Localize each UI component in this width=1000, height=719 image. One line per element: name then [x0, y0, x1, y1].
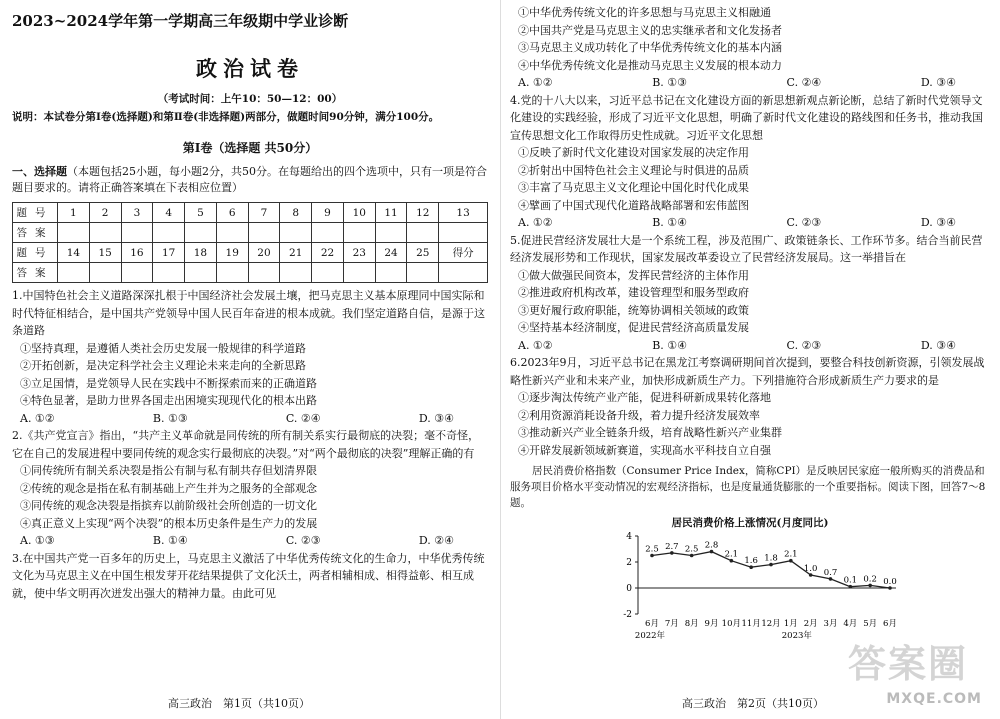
- question-3-continued: [510, 4, 990, 92]
- page-gutter: [500, 0, 501, 719]
- question-number-cell: 16: [121, 243, 153, 263]
- choice-a: A. ①③: [20, 534, 55, 547]
- question-5: [510, 232, 990, 355]
- answer-cell: [121, 223, 153, 243]
- answer-cell: [248, 263, 280, 283]
- answer-cell: [216, 263, 248, 283]
- x-tick-label: 4月: [843, 619, 858, 629]
- answer-choices: [510, 214, 990, 232]
- data-label: 1.6: [744, 556, 758, 567]
- question-stem: 2.《共产党宣言》指出，“共产主义革命就是同传统的所有制关系实行最彻底的决裂；毫不奇怪，它在自己的发展进程中要同传统的观念实行最彻底的决裂。”对“两个最彻底的决裂”理解正确的有: [12, 429, 480, 460]
- choice-a: A. ①②: [518, 76, 553, 89]
- question-6: [510, 354, 990, 459]
- answer-choices: [510, 74, 990, 92]
- x-tick-label: 6月: [645, 619, 659, 629]
- answer-choices: [12, 532, 488, 550]
- option: ④中华优秀传统文化是推动马克思主义发展的根本动力: [518, 58, 782, 72]
- question-number-cell: 8: [280, 203, 312, 223]
- option: ②开拓创新，是决定科学社会主义理论未来走向的全新思路: [20, 359, 306, 372]
- question-number-cell: 得分: [439, 243, 488, 263]
- cpi-paragraph: 居民消费价格指数（Consumer Price Index，简称CPI）是反映居民家庭一般所购买的消费品和服务项目价格水平变动情况的宏观经济指标，也是度量通货膨胀的一个重要指标。阅读下图，回答7～8题。: [510, 465, 986, 509]
- question-number-cell: 5: [185, 203, 217, 223]
- data-label: 1.0: [803, 564, 818, 574]
- option: ④坚持基本经济制度，促进民营经济高质量发展: [518, 321, 749, 334]
- answer-table-row: [13, 223, 488, 243]
- question-stem: 1.中国特色社会主义道路深深扎根于中国经济社会发展土壤，把马克思主义基本原理同中国实际和时代特征相结合，是中国共产党领导中国人民百年奋进的根本成就。我们坚定道路自信，是源于这条道路: [12, 289, 485, 337]
- option: ②利用资源消耗设备升级，着力提升经济发展效率: [518, 408, 760, 422]
- answer-cell: [312, 223, 344, 243]
- answer-cell: [439, 263, 488, 283]
- data-label: 2.1: [724, 549, 739, 560]
- year-label: 2023年: [781, 631, 812, 641]
- question-stem: 6.2023年9月，习近平总书记在黑龙江考察调研期间首次提到，要整合科技创新资源，引领发展战略性新兴产业和未来产业，加快形成新质生产力。下列措施符合形成新质生产力要求的是: [510, 356, 985, 387]
- option: ②传统的观念是指在私有制基础上产生并为之服务的全部观念: [20, 481, 317, 495]
- choice-b: B. ①④: [152, 534, 188, 547]
- y-tick-label: 2: [626, 558, 632, 568]
- answer-table-row: [13, 263, 488, 283]
- question-number-cell: 20: [248, 243, 280, 263]
- question-stem: 4.党的十八大以来，习近平总书记在文化建设方面的新思想新观点新论断，总结了新时代党领导文化建设的实践经验，形成了习近平文化思想，明确了新时代文化建设的路线图和任务书，推动我国宣传思想文化工作取得历史性成就。习近平文化思想: [510, 93, 983, 142]
- question-number-cell: 10: [343, 203, 375, 223]
- x-tick-label: 9月: [704, 619, 719, 629]
- page-footer: 高三政治 第1页（共10页）: [168, 697, 310, 710]
- question-number-cell: 3: [121, 203, 153, 223]
- question-number-cell: 6: [216, 203, 248, 223]
- question-number-cell: 22: [312, 243, 344, 263]
- choice-d: D. ③④: [920, 216, 956, 229]
- y-tick-label: 4: [626, 532, 632, 542]
- page-footer: 高三政治 第2页（共10页）: [682, 697, 824, 710]
- question-number-cell: 19: [216, 243, 248, 263]
- table-header-cell: 题号: [13, 203, 58, 223]
- question-2: [12, 427, 488, 550]
- answer-cell: [185, 223, 217, 243]
- question-number-cell: 15: [89, 243, 121, 263]
- question-number-cell: 12: [407, 203, 439, 223]
- option: ④特色显著，是助力世界各国走出困境实现现代化的根本出路: [20, 394, 317, 407]
- question-number-cell: 9: [312, 203, 344, 223]
- chart-title: 居民消费价格上涨情况(月度同比): [671, 517, 829, 529]
- data-label: 0.0: [883, 577, 897, 587]
- option: ②折射出中国特色社会主义理论与时俱进的品质: [518, 163, 749, 177]
- x-tick-label: 11月: [741, 619, 761, 629]
- data-label: 2.8: [704, 540, 719, 551]
- choice-d: D. ③④: [920, 338, 956, 352]
- data-label: 1.8: [764, 553, 778, 564]
- question-number-cell: 7: [248, 203, 280, 223]
- option: ③立足国情，是党领导人民在实践中不断探索而来的正确道路: [20, 376, 317, 390]
- option: ①反映了新时代文化建设对国家发展的决定作用: [518, 146, 749, 159]
- answer-cell: [248, 223, 280, 243]
- year-label: 2022年: [634, 631, 666, 641]
- section-label: 一、选择题: [12, 165, 67, 178]
- choice-b: B. ①④: [652, 216, 688, 229]
- answer-cell: [312, 263, 344, 283]
- data-label: 2.7: [665, 541, 679, 552]
- option: ②推进政府机构改革，建设管理型和服务型政府: [518, 286, 749, 299]
- table-header-cell: 答案: [13, 263, 58, 283]
- exam-time: （考试时间：上午10：50—12：00）: [157, 93, 343, 105]
- option: ③更好履行政府职能，统筹协调相关领域的政策: [518, 303, 749, 317]
- question-number-cell: 17: [153, 243, 185, 263]
- answer-cell: [375, 223, 407, 243]
- question-number-cell: 2: [89, 203, 121, 223]
- answer-cell: [153, 223, 185, 243]
- watermark-text: MXQE.COM: [886, 691, 982, 707]
- answer-choices: [510, 337, 990, 355]
- section-heading: [12, 164, 488, 196]
- question-number-cell: 18: [185, 243, 217, 263]
- answer-cell: [343, 223, 375, 243]
- data-label: 2.5: [645, 544, 659, 555]
- answer-cell: [89, 263, 121, 283]
- choice-d: D. ③④: [920, 76, 956, 89]
- choice-b: B. ①③: [152, 411, 188, 425]
- x-tick-label: 8月: [684, 619, 699, 629]
- choice-a: A. ①②: [518, 216, 553, 229]
- option: ①中华优秀传统文化的许多思想与马克思主义相融通: [518, 6, 771, 19]
- question-number-cell: 1: [58, 203, 90, 223]
- answer-cell: [89, 223, 121, 243]
- option: ①逐步淘汰传统产业产能，促进科研新成果转化落地: [518, 391, 771, 404]
- question-number-cell: 25: [407, 243, 439, 263]
- answer-table: [12, 202, 488, 283]
- x-tick-label: 1月: [783, 619, 798, 629]
- question-number-cell: 13: [439, 203, 488, 223]
- x-tick-label: 12月: [761, 619, 781, 629]
- answer-cell: [280, 223, 312, 243]
- data-label: 0.7: [823, 567, 838, 578]
- question-number-cell: 14: [58, 243, 90, 263]
- answer-cell: [439, 223, 488, 243]
- choice-c: C. ②④: [285, 411, 321, 425]
- option: ①坚持真理，是遵循人类社会历史发展一般规律的科学道路: [20, 341, 306, 355]
- answer-choices: [12, 410, 488, 428]
- choice-c: C. ②③: [786, 338, 822, 352]
- answer-cell: [407, 263, 439, 283]
- watermark-logo: 答案圈: [847, 642, 968, 686]
- question-stem: 5.促进民营经济发展壮大是一个系统工程，涉及范围广、政策链条长、工作环节多。结合当前民营经济发展形势和工作现状，国家发展改革委设立了民营经济发展局。这一举措旨在: [510, 233, 983, 264]
- option: ④真正意义上实现“两个决裂”的根本历史条件是生产力的发展: [20, 516, 318, 530]
- table-header-cell: 题号: [13, 243, 58, 263]
- answer-cell: [153, 263, 185, 283]
- answer-cell: [185, 263, 217, 283]
- answer-cell: [58, 223, 90, 243]
- data-label: 0.1: [843, 575, 858, 586]
- question-3: [12, 550, 488, 603]
- answer-cell: [343, 263, 375, 283]
- option: ③推动新兴产业全链条升级，培育战略性新兴产业集群: [518, 426, 782, 439]
- answer-cell: [58, 263, 90, 283]
- choice-c: C. ②③: [786, 216, 822, 229]
- x-tick-label: 5月: [863, 619, 878, 629]
- option: ②中国共产党是马克思主义的忠实继承者和文化发扬者: [518, 23, 782, 37]
- data-label: 0.2: [863, 574, 877, 585]
- y-tick-label: 0: [626, 584, 632, 594]
- subject-title: 政治试卷: [196, 56, 304, 81]
- y-tick-label: -2: [623, 610, 632, 620]
- x-tick-label: 6月: [883, 619, 897, 629]
- x-tick-label: 7月: [664, 619, 679, 629]
- question-number-cell: 24: [375, 243, 407, 263]
- answer-table-row: [13, 203, 488, 223]
- choice-c: C. ②③: [285, 534, 321, 547]
- choice-a: A. ①②: [518, 338, 553, 352]
- cpi-line-chart: [610, 530, 910, 642]
- option: ③同传统的观念决裂是指摈弃以前阶级社会所创造的一切文化: [20, 499, 317, 512]
- option: ③丰富了马克思主义文化理论中国化时代化成果: [518, 181, 749, 194]
- answer-cell: [375, 263, 407, 283]
- question-1: [12, 287, 488, 427]
- question-number-cell: 21: [280, 243, 312, 263]
- option: ①做大做强民间资本，发挥民营经济的主体作用: [518, 268, 749, 282]
- choice-b: B. ①③: [652, 76, 688, 89]
- question-4: [510, 92, 990, 232]
- answer-cell: [121, 263, 153, 283]
- watermark: [822, 633, 982, 707]
- x-tick-label: 2月: [803, 619, 818, 629]
- answer-table-row: [13, 243, 488, 263]
- x-tick-label: 3月: [823, 619, 838, 629]
- data-label: 2.1: [784, 549, 798, 560]
- question-number-cell: 11: [375, 203, 407, 223]
- option: ④开辟发展新领域新赛道，实现高水平科技自立自强: [518, 443, 771, 457]
- instructions: 说明：本试卷分第Ⅰ卷(选择题)和第Ⅱ卷(非选择题)两部分，做题时间90分钟，满分100分。: [12, 111, 440, 123]
- question-number-cell: 23: [343, 243, 375, 263]
- part-title: 第Ⅰ卷（选择题 共50分）: [182, 141, 318, 155]
- choice-a: A. ①②: [20, 411, 55, 425]
- table-header-cell: 答案: [13, 223, 58, 243]
- answer-cell: [216, 223, 248, 243]
- section-text: （本题包括25小题，每小题2分，共50分。在每题给出的四个选项中，只有一项是符合题目要求的。请将正确答案填在下表相应位置）: [12, 165, 487, 194]
- question-stem: 3.在中国共产党一百多年的历史上，马克思主义激活了中华优秀传统文化的生命力，中华优秀传统文化为马克思主义在中国生根发芽开花结果提供了文化沃土，两者相辅相成、相得益彰、相互成就，使中华文明再次迸发出强大的精神力量。由此可见: [12, 551, 485, 600]
- option: ①同传统所有制关系决裂是指公有制与私有制共存但划清界限: [20, 464, 317, 477]
- option: ③马克思主义成功转化了中华优秀传统文化的基本内涵: [518, 41, 782, 54]
- question-number-cell: 4: [153, 203, 185, 223]
- choice-d: D. ②④: [418, 534, 454, 547]
- data-label: 2.5: [684, 544, 699, 555]
- x-tick-label: 10月: [721, 619, 741, 629]
- choice-b: B. ①④: [652, 338, 688, 352]
- option: ④擘画了中国式现代化道路战略部署和宏伟蓝图: [518, 198, 749, 212]
- right-page: [502, 0, 1000, 719]
- answer-cell: [280, 263, 312, 283]
- choice-c: C. ②④: [786, 76, 822, 89]
- choice-d: D. ③④: [418, 411, 454, 425]
- exam-title: 2023~2024学年第一学期高三年级期中学业诊断: [12, 12, 349, 30]
- answer-cell: [407, 223, 439, 243]
